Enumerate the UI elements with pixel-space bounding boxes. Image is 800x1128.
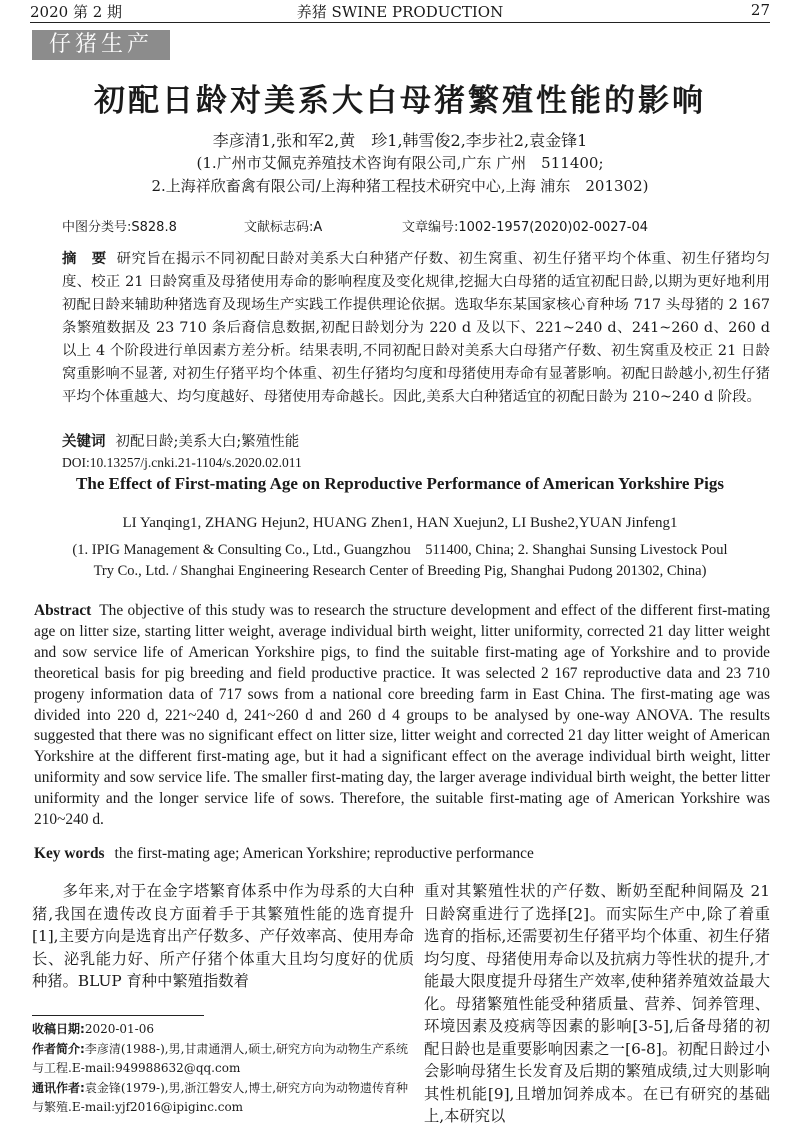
footnotes: [32, 1020, 414, 1118]
affiliation-en-2: Try Co., Ltd. / Shanghai Engineering Research Center of Breeding Pig, Shanghai Pudong 201302, China): [93, 563, 707, 579]
footnote-divider: [32, 1015, 204, 1016]
journal-name: 养猪 SWINE PRODUCTION: [296, 3, 504, 21]
affiliation-en-1: (1. IPIG Management & Consulting Co., Ltd., Guangzhou 511400, China; 2. Shanghai Sunsing Livestock Poul: [72, 542, 728, 558]
affiliations-en: [30, 540, 770, 582]
body-column-left: 多年来,对于在金字塔繁育体系中作为母系的大白种猪,我国在遗传改良方面着手于其繁殖性能的选育提升[1],主要方向是选育出产仔数多、产仔效率高、使用寿命长、泌乳能力好、所产仔猪个体重大且均匀度好的优质种猪。BLUP 育种中繁殖指数着: [32, 882, 414, 990]
affiliations-cn: [30, 152, 770, 198]
footnote-received: 收稿日期:2020-01-06: [32, 1022, 154, 1036]
authors-en: LI Yanqing1, ZHANG Hejun2, HUANG Zhen1, HAN Xuejun2, LI Bushe2,YUAN Jinfeng1: [122, 515, 678, 531]
article-number: 文章编号:1002-1957(2020)02-0027-04: [402, 220, 649, 235]
section-tag: 仔猪生产: [32, 30, 170, 60]
keywords-cn-label: 关键词: [62, 434, 106, 450]
keywords-cn-text: 初配日龄;美系大白;繁殖性能: [115, 434, 300, 450]
running-header: [30, 0, 770, 23]
keywords-en-text: the first-mating age; American Yorkshire; reproductive performance: [114, 845, 534, 862]
paper-title-cn: 初配日龄对美系大白母猪繁殖性能的影响: [94, 83, 706, 119]
abstract-en-text: The objective of this study was to research the structure development and effect of the different first-mating age on litter size, starting litter weight, average individual birth weight, litter uniformity, corrected 21 day litter weight and sow service life of American Yorkshire pigs, to find the suitable first-mating age of Yorkshire and to provide theoretical basis for pig breeding and field productive practice. It was selected 2 167 reproductive data and 23 710 progeny information data of 717 sows from a national core breeding farm in East China. The first-mating age was divided into 220 d, 221~240 d, 241~260 d and 260 d 4 groups to be analysed by one-way ANOVA. The results suggested that there was no significant effect on litter size, litter weight and corrected 21 day litter weight of American Yorkshire at the different first-mating age, but it had a significant effect on the average individual birth weight, litter uniformity and sow service life. The smaller first-mating day, the larger average individual birth weight, the better litter uniformity and the longer service life of sows. Therefore, the suitable first-mating age of American Yorkshire was 210~240 d.: [34, 602, 770, 829]
authors-cn: 李彦清1,张和军2,黄 珍1,韩雪俊2,李步社2,袁金锋1: [212, 131, 588, 150]
affiliation-cn-1: (1.广州市艾佩克养殖技术咨询有限公司,广东 广州 511400;: [196, 154, 604, 172]
abstract-en: [34, 601, 770, 831]
keywords-cn: [62, 430, 299, 451]
body-column-right: 重对其繁殖性状的产仔数、断奶至配种间隔及 21 日龄窝重进行了选择[2]。而实际生产中,除了着重选育的指标,还需要初生仔猪平均个体重、初生仔猪均匀度、母猪使用寿命以及抗病力等性状的提升,才能最大限度提升母猪生产效率,使种猪养殖效益最大化。母猪繁殖性能受种猪质量、营养、饲养管理、环境因素及疫病等因素的影响[3-5],后备母猪的初配日龄也是重要影响因素之一[6-8]。初配日龄过小会影响母猪生长发育及后期的繁殖成绩,过大则影响其性机能[9],且增加饲养成本。在已有研究的基础上,本研究以: [424, 882, 770, 1125]
abstract-cn-label: 摘 要: [62, 251, 107, 267]
keywords-en: [34, 845, 534, 863]
abstract-en-label: Abstract: [34, 602, 92, 619]
footnote-corresponding: 通讯作者:袁金锋(1979-),男,浙江磐安人,博士,研究方向为动物遗传育种与繁殖.E-mail:yjf2016@ipiginc.com: [32, 1080, 409, 1114]
journal-issue: 2020 第 2 期: [30, 3, 123, 21]
doi: DOI:10.13257/j.cnki.21-1104/s.2020.02.011: [62, 455, 302, 470]
paper-title-en: The Effect of First-mating Age on Reproductive Performance of American Yorkshire Pigs: [76, 474, 724, 493]
abstract-cn-text: 研究旨在揭示不同初配日龄对美系大白种猪产仔数、初生窝重、初生仔猪平均个体重、初生仔猪均匀度、校正 21 日龄窝重及母猪使用寿命的影响程度及变化规律,挖掘大白母猪的适宜初配日龄,以期为更好地利用初配日龄来辅助种猪选育及现场生产实践工作提供理论依据。选取华东某国家核心育种场 717 头母猪的 2 167 条繁殖数据及 23 710 条后裔信息数据,初配日龄划分为 220 d 及以下、221~240 d、241~260 d、260 d 以上 4 个阶段进行单因素方差分析。结果表明,不同初配日龄对美系大白母猪产仔数、初生窝重及校正 21 日龄窝重影响不显著, 对初生仔猪平均个体重、初生仔猪均匀度和母猪使用寿命有显著影响。初配日龄越小,初生仔猪平均个体重越大、均匀度越好、母猪使用寿命越长。因此,美系大白种猪适宜的初配日龄为 210~240 d 阶段。: [62, 251, 770, 405]
abstract-cn: [62, 248, 770, 409]
clc-number: 中图分类号:S828.8: [62, 220, 177, 235]
footnote-author: 作者简介:李彦清(1988-),男,甘肃通渭人,硕士,研究方向为动物生产系统与工程.E-mail:949988632@qq.com: [32, 1041, 409, 1075]
document-code: 文献标志码:A: [244, 220, 323, 235]
page-number: 27: [750, 1, 770, 19]
keywords-en-label: Key words: [34, 845, 105, 862]
affiliation-cn-2: 2.上海祥欣畜禽有限公司/上海种猪工程技术研究中心,上海 浦东 201302): [151, 177, 649, 195]
